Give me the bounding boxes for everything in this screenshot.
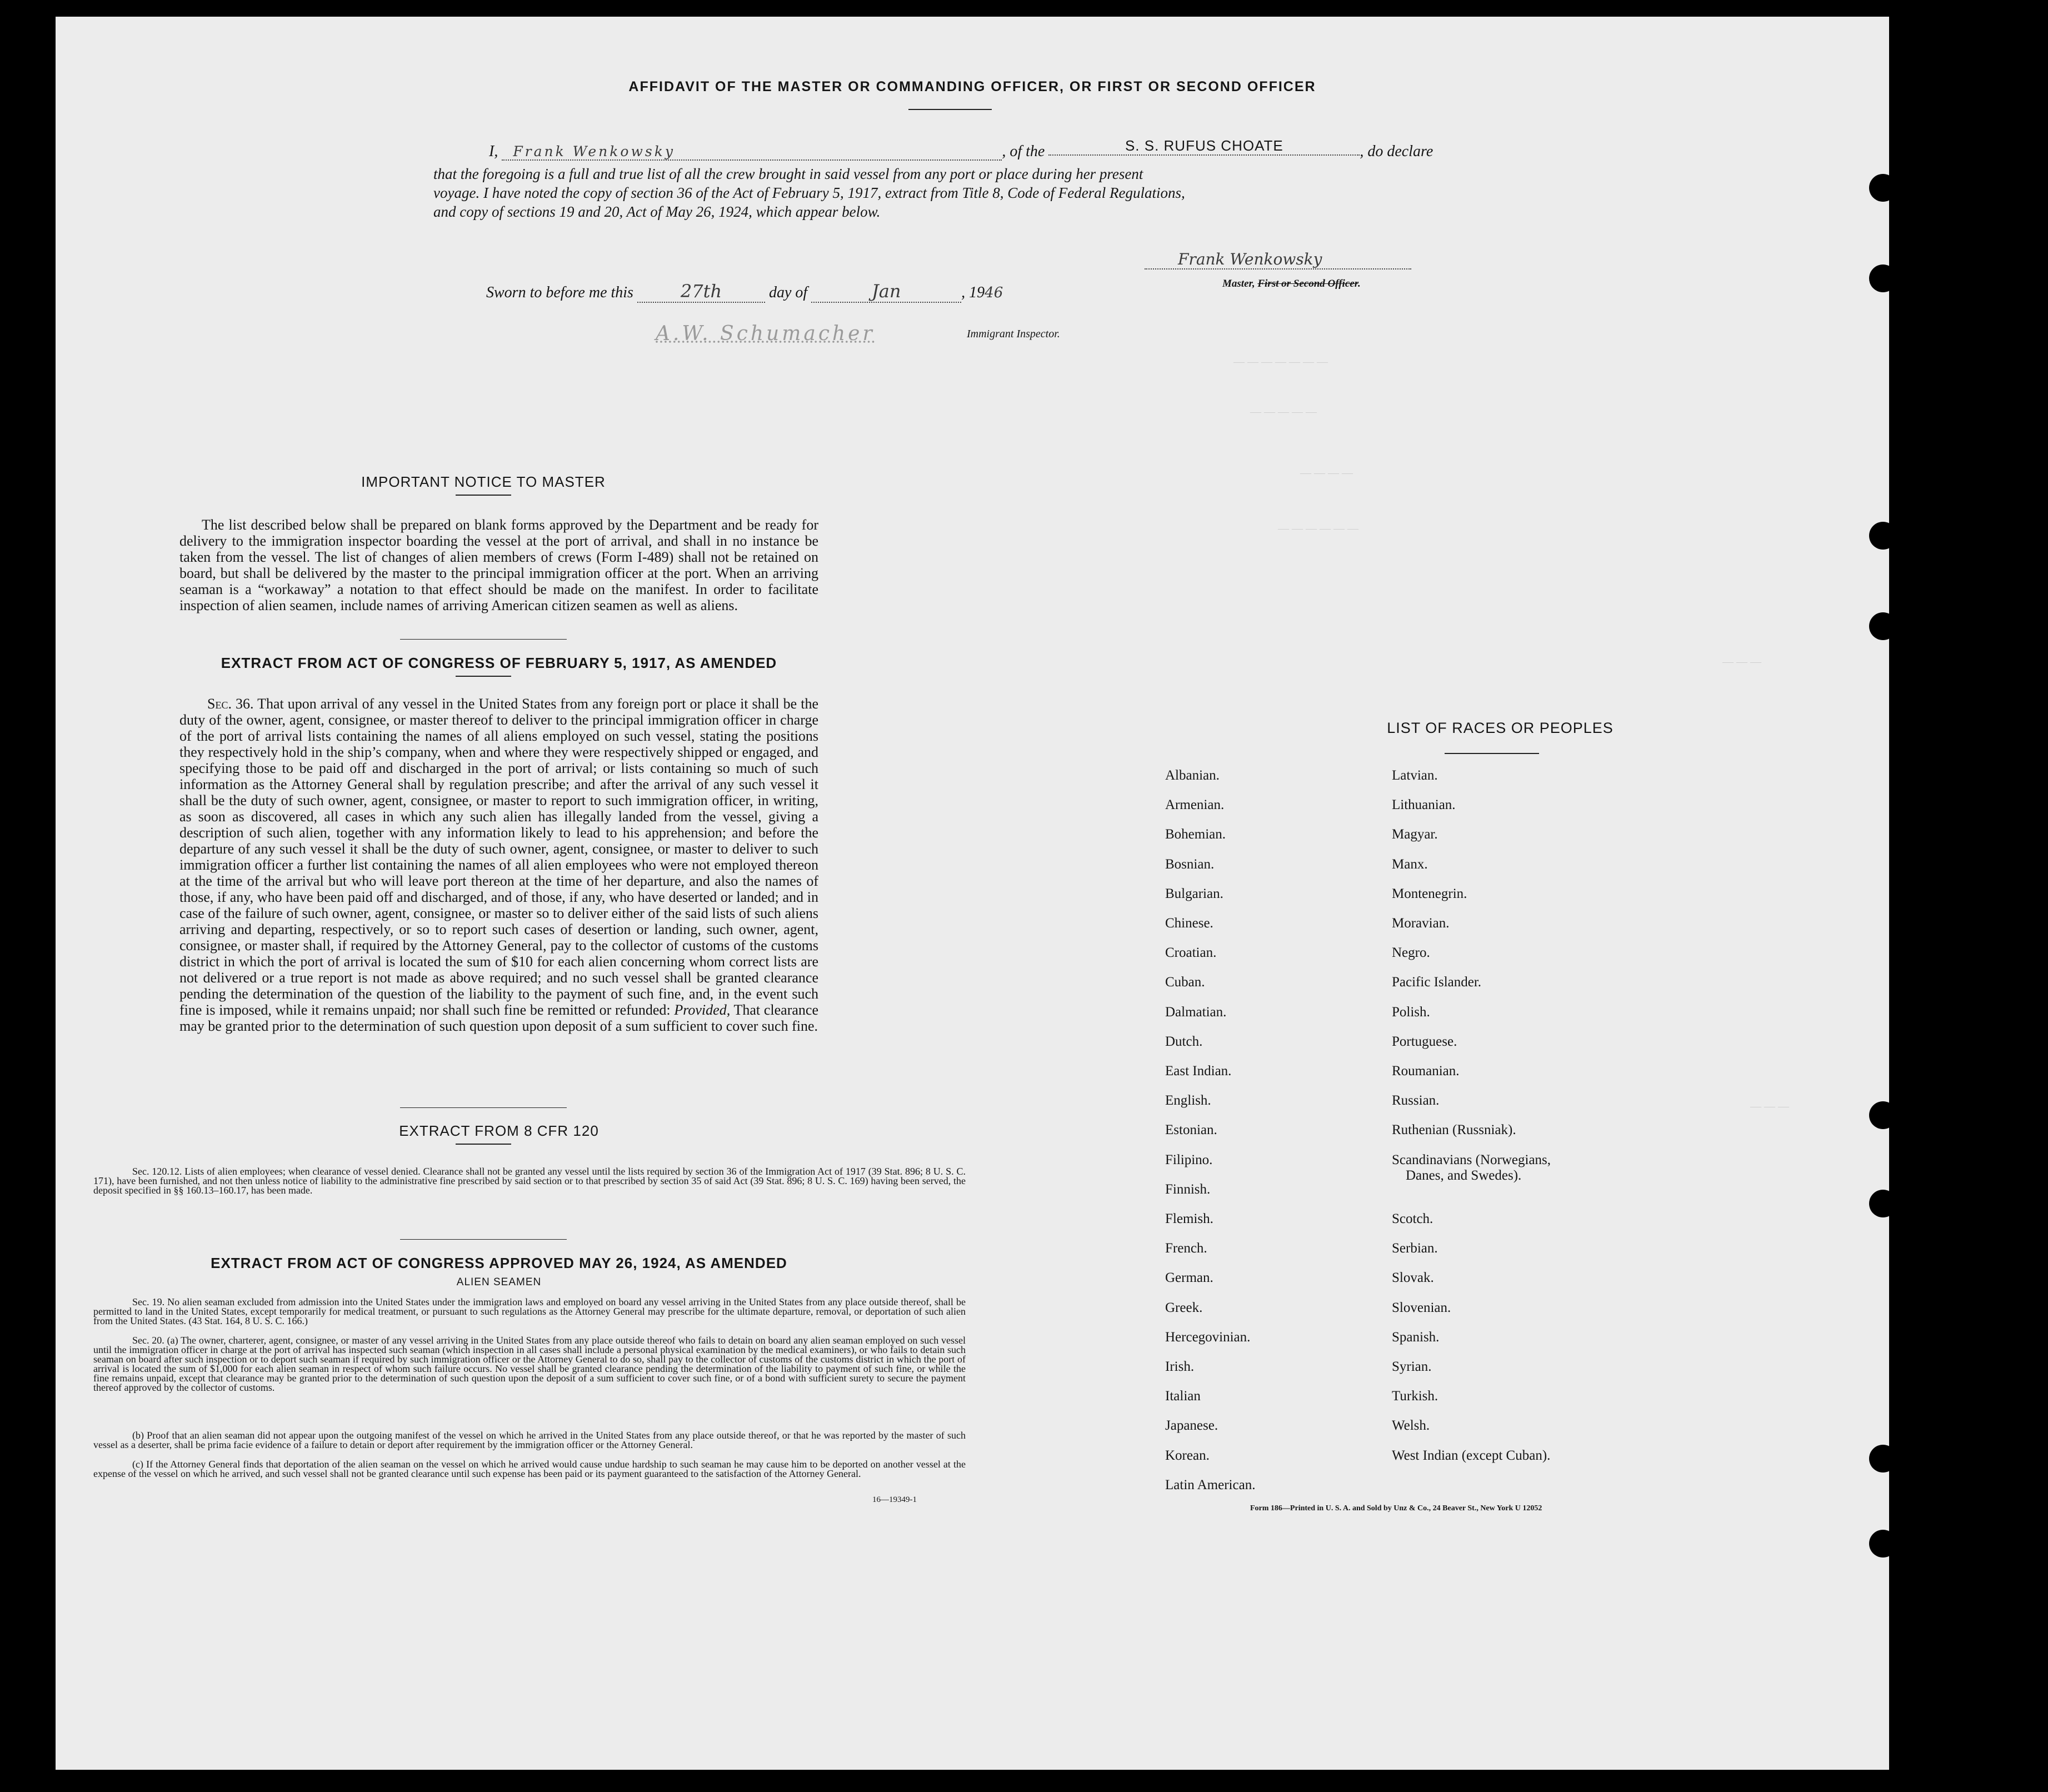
bleed-mark: — — — — [1750, 1100, 1789, 1112]
binder-hole — [1869, 174, 1897, 202]
i-label: I, — [489, 143, 498, 160]
race-item: Filipino. — [1165, 1152, 1213, 1167]
affidavit-line-3: voyage. I have noted the copy of section 36 of the Act of February 5, 1917, extract from Title 8, Code of Federal Regulations, — [433, 184, 1185, 201]
race-item: Slovenian. — [1392, 1300, 1451, 1315]
inspector-label: Immigrant Inspector. — [967, 328, 1060, 340]
extract-1917-rule — [456, 676, 511, 677]
race-item: Latin American. — [1165, 1477, 1256, 1492]
binder-hole — [1869, 264, 1897, 292]
extract-1917-end-rule — [400, 1107, 567, 1108]
race-item: Italian — [1165, 1389, 1201, 1404]
sec-36-label: Sec. 36. — [207, 696, 254, 712]
notice-rule — [456, 495, 511, 496]
race-item: Montenegrin. — [1392, 886, 1467, 901]
race-item: English. — [1165, 1093, 1211, 1108]
cfr-end-rule — [400, 1239, 567, 1240]
signature-title-suffix: . — [1358, 278, 1361, 289]
race-item: Ruthenian (Russniak). — [1392, 1122, 1516, 1137]
extract-1917-title: EXTRACT FROM ACT OF CONGRESS OF FEBRUARY 5, 1917, AS AMENDED — [221, 655, 777, 671]
cfr-text: Sec. 120.12. Lists of alien employees; when clearance of vessel denied. Clearance shall not be granted any vessel until the lists required by section 36 of the Immigration Act of 1917 (39 Stat. 896; 8 U. S. C. 171), have been furnished, and not then unless notice of liability to the administrative fine prescribed by said section or to that prescribed by section 35 of said Act (39 Stat. 896; 8 U. S. C. 169) having been served, the deposit specified in §§ 160.13–160.17, has been made. — [93, 1166, 966, 1196]
race-item: Latvian. — [1392, 768, 1438, 783]
signature-title-master: Master, — [1222, 278, 1255, 289]
do-declare-label: , do declare — [1360, 143, 1433, 160]
race-item: Flemish. — [1165, 1211, 1213, 1226]
sworn-line — [486, 281, 1003, 303]
race-item: Bohemian. — [1165, 827, 1226, 842]
binder-hole — [1869, 1190, 1897, 1217]
sec-36-body: That upon arrival of any vessel in the United States from any foreign port or place it shall be the duty of the owner, agent, consignee, or master thereof to deliver to the principal immigration officer in charge of the port of arrival lists containing the names of all aliens employed on such vessel, stating the positions they respectively hold in the ship’s company, when and where they were respectively shipped or engaged, and specifying those to be paid off and discharged in the port of arrival; or lists containing so much of such information as the Attorney General shall by regulation prescribe; and after the arrival of any such vessel it shall be the duty of such owner, agent, consignee, or master to report to such immigration officer, in writing, as soon as discovered, all cases in which any such alien has illegally landed from the vessel, giving a description of such alien, together with any information likely to lead to his apprehension; and before the departure of any such vessel it shall be the duty of such owner, agent, consignee, or master to deliver to such immigration officer a further list containing the names of all alien employees who were not employed thereon at the time of the arrival but who will leave port thereon at the time of her departure, and also the names of those, if any, who have been paid off and discharged, and of those, if any, who have deserted or landed; and in case of the failure of such owner, agent, consignee, or master so to deliver either of the said lists of such aliens arriving and departing, respectively, or so to report such cases of desertion or landing, such owner, agent, consignee, or master shall, if required by the Attorney General, pay to the collector of customs of the customs district in which the port of arrival is located the sum of $10 for each alien concerning whom correct lists are not delivered or a true report is not made as above required; and no such vessel shall be granted clearance pending the determination of the question of the liability to the payment of such fine, and, in the event such fine is imposed, while it remains unpaid; nor shall such fine be remitted or refunded: — [179, 696, 819, 1018]
race-item: Dutch. — [1165, 1034, 1203, 1049]
race-item: Spanish. — [1392, 1330, 1440, 1345]
binder-hole — [1869, 522, 1897, 550]
race-item: Armenian. — [1165, 797, 1225, 812]
race-item: Slovak. — [1392, 1270, 1434, 1285]
form-number: 16—19349-1 — [872, 1495, 917, 1504]
sec-19-text: Sec. 19. No alien seaman excluded from admission into the United States under the immigration laws and employed on board any vessel arriving in the United States from any place outside thereof, shall be permitted to land in the United States, except temporarily for medical treatment, or pursuant to such regulations as the Attorney General may prescribe for the ultimate departure, removal, or deportation of such alien from the United States. (43 Stat. 164, 8 U. S. C. 166.) — [93, 1296, 966, 1326]
race-item: Manx. — [1392, 857, 1428, 872]
alien-seamen-subtitle: ALIEN SEAMEN — [456, 1276, 542, 1288]
handwritten-name: Frank Wenkowsky — [502, 143, 1002, 161]
race-item: Bulgarian. — [1165, 886, 1223, 901]
affidavit-line-2: that the foregoing is a full and true list of all the crew brought in said vessel from any port or place during her present — [433, 166, 1143, 182]
master-signature: Frank Wenkowsky — [1145, 250, 1411, 269]
binder-hole — [1869, 612, 1897, 640]
race-item: Pacific Islander. — [1392, 975, 1482, 990]
race-item: Moravian. — [1392, 916, 1450, 931]
sworn-label: Sworn to before me this — [486, 284, 633, 301]
cfr-rule — [456, 1144, 511, 1145]
race-item: Greek. — [1165, 1300, 1203, 1315]
inspector-signature: A.W. Schumacher — [656, 322, 875, 345]
affidavit-text — [433, 164, 1545, 221]
notice-title: IMPORTANT NOTICE TO MASTER — [361, 473, 606, 490]
race-item: Welsh. — [1392, 1418, 1430, 1433]
races-rule — [1445, 753, 1539, 754]
race-item: Serbian. — [1392, 1241, 1438, 1256]
sworn-day: 27th — [637, 281, 765, 303]
race-item: Japanese. — [1165, 1418, 1218, 1433]
sec-20b-text: (b) Proof that an alien seaman did not appear upon the outgoing manifest of the vessel on which he arrived in the United States from any place outside thereof, or that he was reported by the master of such vessel as a deserter, shall be prima facie evidence of a failure to detain or deport after requirement by the immigration officer or the Attorney General. — [93, 1430, 966, 1450]
extract-1924-title: EXTRACT FROM ACT OF CONGRESS APPROVED MAY 26, 1924, AS AMENDED — [211, 1255, 787, 1271]
of-the-label: , of the — [1002, 143, 1045, 160]
binder-hole — [1869, 1101, 1897, 1129]
race-item: Magyar. — [1392, 827, 1438, 842]
race-item: Turkish. — [1392, 1389, 1438, 1404]
bleed-mark: — — — — — — — — [1233, 356, 1328, 368]
race-item: Russian. — [1392, 1093, 1440, 1108]
sworn-month: Jan — [811, 281, 961, 303]
binder-hole — [1869, 1445, 1897, 1472]
bleed-mark: — — — — — — — [1278, 522, 1358, 535]
race-item: Korean. — [1165, 1448, 1210, 1463]
cfr-title: EXTRACT FROM 8 CFR 120 — [399, 1122, 599, 1139]
race-item: Croatian. — [1165, 945, 1217, 960]
title-rule — [908, 109, 992, 110]
race-item: Negro. — [1392, 945, 1430, 960]
race-item: Lithuanian. — [1392, 797, 1456, 812]
race-item: Cuban. — [1165, 975, 1205, 990]
provided-label: Provided, — [674, 1002, 731, 1018]
affidavit-line-4: and copy of sections 19 and 20, Act of May 26, 1924, which appear below. — [433, 203, 881, 220]
bleed-mark: — — — — — [1300, 467, 1353, 479]
footer-form-line: Form 186—Printed in U. S. A. and Sold by Unz & Co., 24 Beaver St., New York U 12052 — [1250, 1504, 1542, 1513]
race-item: Finnish. — [1165, 1182, 1211, 1197]
race-item: West Indian (except Cuban). — [1392, 1448, 1551, 1463]
race-item: Albanian. — [1165, 768, 1220, 783]
notice-text: The list described below shall be prepared on blank forms approved by the Department and be ready for delivery to the immigration inspector boarding the vessel at the port of arrival, and shall in no instance be taken from the vessel. The list of changes of alien members of crews (Form I-489) shall not be retained on board, but shall be delivered by the master to the principal immigration officer at the port. When an arriving seaman is a “workaway” a notation to that effect should be made on the manifest. In order to facilitate inspection of alien seamen, include names of arriving American citizen seamen as well as aliens. — [179, 517, 818, 613]
sec-20c-text: (c) If the Attorney General finds that deportation of the alien seaman on the vessel on which he arrived would cause undue hardship to such seaman he may cause him to be deported on another vessel at the expense of the vessel on which he arrived, and such vessel shall not be granted clearance until such expense has been paid or its payment guaranteed to the satisfaction of the Attorney General. — [93, 1459, 966, 1479]
race-item: East Indian. — [1165, 1064, 1232, 1079]
affidavit-title: AFFIDAVIT OF THE MASTER OR COMMANDING OFFICER, OR FIRST OR SECOND OFFICER — [628, 79, 1316, 94]
race-item: Polish. — [1392, 1005, 1430, 1020]
race-item: Irish. — [1165, 1359, 1195, 1374]
bleed-mark: — — — — — — [1250, 406, 1317, 418]
race-item: Chinese. — [1165, 916, 1213, 931]
race-item: Bosnian. — [1165, 857, 1215, 872]
bleed-mark: — — — — [1722, 656, 1761, 668]
vessel-name: S. S. RUFUS CHOATE — [1048, 137, 1360, 156]
binder-hole — [1869, 1530, 1897, 1558]
signature-title — [1222, 278, 1361, 290]
sec-36-end: That clearance may be granted prior to the determination of such question upon deposit of a sum sufficient to cover such fine. — [179, 1002, 818, 1034]
signature-title-struck: First or Second Officer — [1257, 278, 1358, 289]
sec-20a-text: Sec. 20. (a) The owner, charterer, agent, consignee, or master of any vessel arriving in the United States from any place outside thereof who fails to detain on board any alien seaman employed on such vessel until the immigration officer in charge at the port of arrival has inspected such seaman (which inspection in all cases shall include a personal physical examination by the medical examiners), or who fails to detain such seaman on board after such inspection or to deport such seaman if required by such immigration officer or the Attorney General to do so, shall pay to the collector of customs of the customs district in which the port of arrival is located the sum of $1,000 for each alien seaman in respect of whom such failure occurs. No vessel shall be granted clearance pending the determination of the liability to payment of such fine, or while the fine remains unpaid, except that clearance may be granted prior to the determination of such question upon the deposit of a sum sufficient to cover such fine, or of a bond with sufficient surety to secure the payment thereof approved by the collector of customs. — [93, 1335, 966, 1393]
year-prefix: , 19 — [961, 284, 985, 301]
day-of-label: day of — [768, 284, 808, 301]
affidavit-line-1 — [489, 137, 1550, 161]
race-item: Dalmatian. — [1165, 1005, 1227, 1020]
races-title: LIST OF RACES OR PEOPLES — [1387, 720, 1614, 736]
race-item: Danes, and Swedes). — [1406, 1168, 1522, 1183]
race-item: Scandinavians (Norwegians, — [1392, 1152, 1551, 1167]
race-item: French. — [1165, 1241, 1207, 1256]
race-item: Roumanian. — [1392, 1064, 1460, 1079]
race-item: German. — [1165, 1270, 1213, 1285]
sworn-year: 46 — [985, 284, 1003, 301]
notice-end-rule — [400, 639, 567, 640]
race-item: Scotch. — [1392, 1211, 1433, 1226]
race-item: Portuguese. — [1392, 1034, 1457, 1049]
race-item: Hercegovinian. — [1165, 1330, 1251, 1345]
extract-1917-text — [179, 696, 818, 1034]
document-page — [56, 17, 1889, 1770]
race-item: Syrian. — [1392, 1359, 1432, 1374]
race-item: Estonian. — [1165, 1122, 1217, 1137]
